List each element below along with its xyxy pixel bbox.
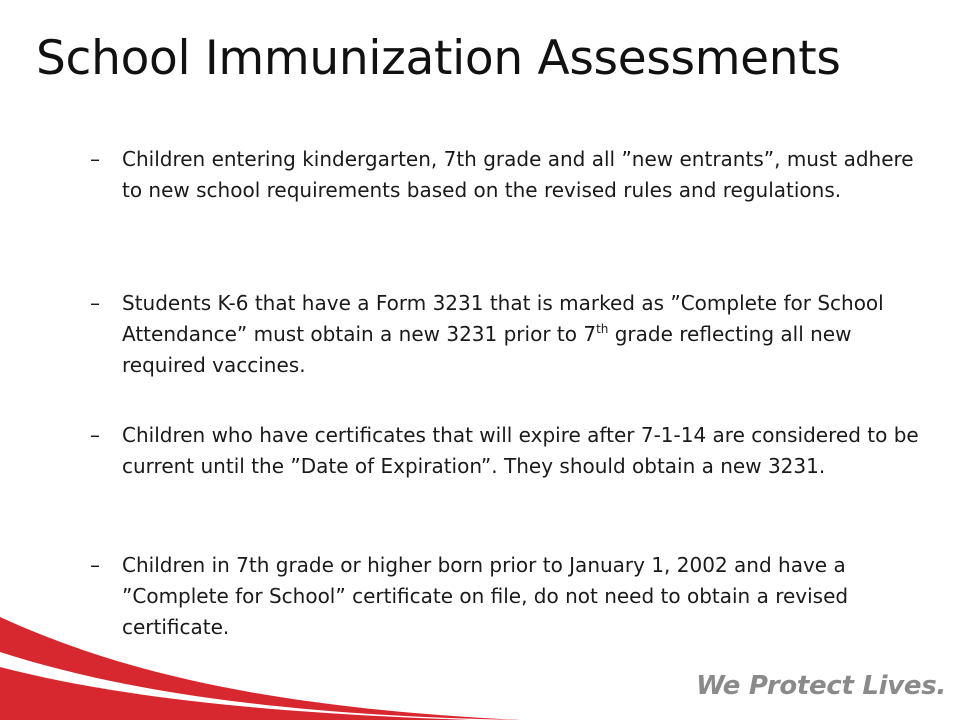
bullet-text (122, 291, 884, 377)
dash-marker: – (90, 291, 100, 315)
bullet-text: Children entering kindergarten, 7th grade and all ”new entrants”, must adhere to new school requirements based on the revised rules and regulations. (122, 147, 914, 202)
dash-marker: – (90, 553, 100, 577)
bullet-item (90, 144, 930, 288)
bullet-text-part: grade reflecting all new required vaccines. (122, 322, 852, 377)
bullet-item (90, 550, 930, 650)
ordinal-superscript: th (596, 322, 609, 336)
bullet-item (90, 288, 930, 420)
footer-tagline: We Protect Lives. (696, 671, 946, 701)
bullet-text-part: Students K-6 that have a Form 3231 that is marked as ”Complete for School Attendance” must obtain a new 3231 prior to 7 (122, 291, 884, 346)
bullet-text: Children who have certificates that will expire after 7-1-14 are considered to be current until the ”Date of Expiration”. They should obtain a new 3231. (122, 423, 919, 478)
bullet-text: Children in 7th grade or higher born prior to January 1, 2002 and have a ”Complete for School” certificate on file, do not need to obtain a revised certificate. (122, 553, 849, 639)
dash-marker: – (90, 147, 100, 171)
bullet-item (90, 420, 930, 550)
dash-marker: – (90, 423, 100, 447)
slide-title: School Immunization Assessments (36, 31, 841, 86)
bullet-list (90, 144, 930, 650)
